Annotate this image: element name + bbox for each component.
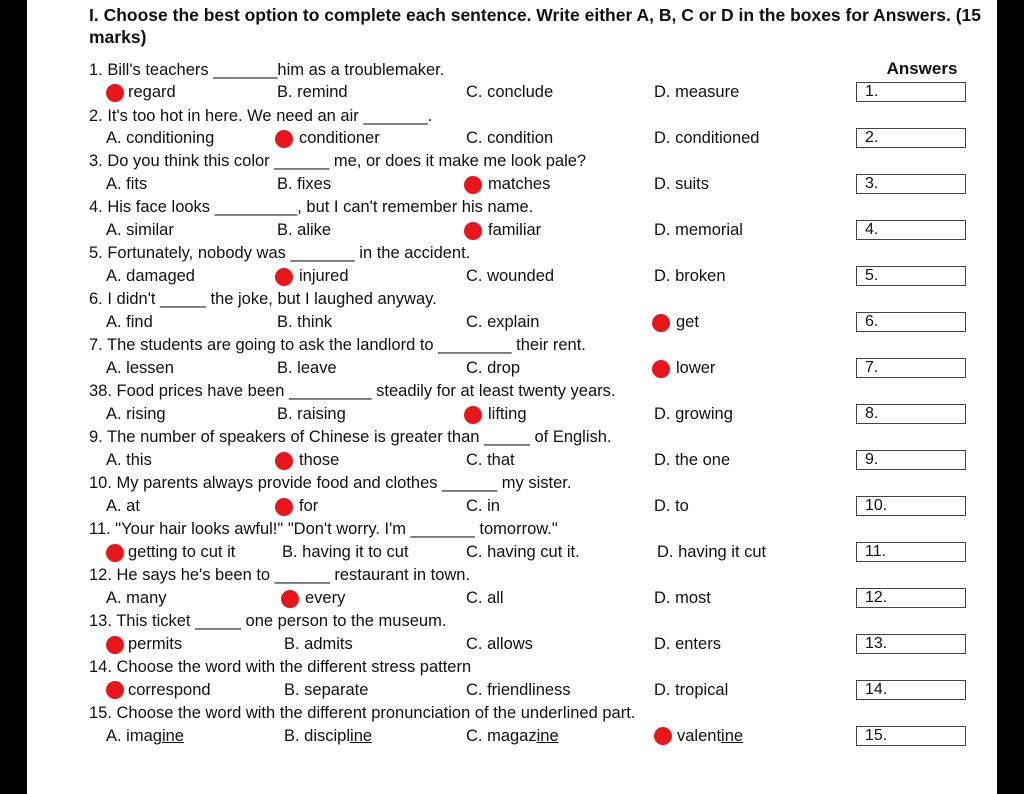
selected-mark-icon xyxy=(652,314,670,332)
selected-mark-icon xyxy=(106,544,124,562)
question-6: 6. I didn't _____ the joke, but I laughed anyway. xyxy=(89,290,437,308)
underlined-part: ine xyxy=(721,727,744,745)
option-b: B. admits xyxy=(284,635,353,653)
option-b: B. think xyxy=(277,313,333,331)
selected-mark-icon xyxy=(275,130,293,148)
option-b: B. having it to cut xyxy=(282,543,409,561)
underlined-part: ine xyxy=(350,727,373,745)
option-a: A. similar xyxy=(106,221,174,239)
option-b: B. separate xyxy=(284,681,369,699)
option-d: get xyxy=(676,313,699,331)
option-c: C. having cut it. xyxy=(466,543,580,561)
selected-mark-icon xyxy=(464,176,482,194)
option-c: C. drop xyxy=(466,359,521,377)
selected-mark-icon xyxy=(654,727,672,745)
option-d: D. enters xyxy=(654,635,721,653)
option-d: D. memorial xyxy=(654,221,743,239)
selected-mark-icon xyxy=(464,406,482,424)
option-c: C. in xyxy=(466,497,500,515)
option-a: getting to cut it xyxy=(128,543,236,561)
question-2: 2. It's too hot in here. We need an air _______. xyxy=(89,107,433,125)
underlined-part: ine xyxy=(536,727,559,745)
option-d: D. measure xyxy=(654,83,740,101)
option-c: C. condition xyxy=(466,129,554,147)
option-d-text: valent xyxy=(677,727,722,745)
question-3: 3. Do you think this color ______ me, or does it make me look pale? xyxy=(89,152,587,170)
option-b: B. leave xyxy=(277,359,337,377)
answer-box-2[interactable]: 2. xyxy=(856,128,966,148)
answer-box-8[interactable]: 8. xyxy=(856,404,966,424)
selected-mark-icon xyxy=(281,590,299,608)
answer-box-7[interactable]: 7. xyxy=(856,358,966,378)
question-10: 10. My parents always provide food and clothes ______ my sister. xyxy=(89,474,572,492)
selected-mark-icon xyxy=(275,268,293,286)
answer-box-10[interactable]: 10. xyxy=(856,496,966,516)
question-9: 9. The number of speakers of Chinese is greater than _____ of English. xyxy=(89,428,612,446)
option-c: C. that xyxy=(466,451,515,469)
selected-mark-icon xyxy=(652,360,670,378)
question-4: 4. His face looks _________, but I can't remember his name. xyxy=(89,198,534,216)
option-c: C. explain xyxy=(466,313,540,331)
option-b xyxy=(284,725,372,747)
option-d: D. most xyxy=(654,589,711,607)
option-c xyxy=(466,725,559,747)
option-a: A. rising xyxy=(106,405,166,423)
answer-box-13[interactable]: 13. xyxy=(856,634,966,654)
option-d: D. growing xyxy=(654,405,733,423)
question-7: 7. The students are going to ask the landlord to ________ their rent. xyxy=(89,336,586,354)
option-d: D. conditioned xyxy=(654,129,760,147)
selected-mark-icon xyxy=(106,681,124,699)
option-b-text: B. discipl xyxy=(284,727,351,745)
page-title: I. Choose the best option to complete each sentence. Write either A, B, C or D in the boxes for Answers. (15 marks) xyxy=(89,5,982,47)
selected-mark-icon xyxy=(275,452,293,470)
answer-box-11[interactable]: 11. xyxy=(856,542,966,562)
selected-mark-icon xyxy=(275,498,293,516)
answer-box-12[interactable]: 12. xyxy=(856,588,966,608)
answer-box-3[interactable]: 3. xyxy=(856,174,966,194)
answer-box-4[interactable]: 4. xyxy=(856,220,966,240)
answer-box-5[interactable]: 5. xyxy=(856,266,966,286)
option-b: those xyxy=(299,451,340,469)
option-b: B. alike xyxy=(277,221,332,239)
option-a: A. damaged xyxy=(106,267,195,285)
answer-box-9[interactable]: 9. xyxy=(856,450,966,470)
option-a-text: A. imag xyxy=(106,727,162,745)
selected-mark-icon xyxy=(464,222,482,240)
answer-box-6[interactable]: 6. xyxy=(856,312,966,332)
answer-box-14[interactable]: 14. xyxy=(856,680,966,700)
option-c: C. all xyxy=(466,589,504,607)
option-b: B. raising xyxy=(277,405,346,423)
selected-mark-icon xyxy=(106,84,124,102)
underlined-part: ine xyxy=(161,727,184,745)
option-b: for xyxy=(299,497,319,515)
question-1: 1. Bill's teachers _______him as a troublemaker. xyxy=(89,61,445,79)
option-c: C. conclude xyxy=(466,83,554,101)
option-d: D. to xyxy=(654,497,689,515)
question-12: 12. He says he's been to ______ restaurant in town. xyxy=(89,566,471,584)
question-11: 11. "Your hair looks awful!" "Don't worry. I'm _______ tomorrow." xyxy=(89,520,558,538)
option-c: lifting xyxy=(488,405,527,423)
question-13: 13. This ticket _____ one person to the museum. xyxy=(89,612,447,630)
option-b: B. remind xyxy=(277,83,348,101)
option-b: every xyxy=(305,589,346,607)
option-c: matches xyxy=(488,175,551,193)
option-b: injured xyxy=(299,267,349,285)
option-a: A. lessen xyxy=(106,359,174,377)
option-d xyxy=(677,725,743,747)
option-a: A. this xyxy=(106,451,152,469)
option-c: C. wounded xyxy=(466,267,555,285)
option-a: A. find xyxy=(106,313,153,331)
option-d: D. suits xyxy=(654,175,710,193)
option-c: C. allows xyxy=(466,635,533,653)
question-8: 38. Food prices have been _________ steadily for at least twenty years. xyxy=(89,382,616,400)
option-b: B. fixes xyxy=(277,175,332,193)
option-d: D. having it cut xyxy=(657,543,767,561)
option-c: familiar xyxy=(488,221,542,239)
option-d: D. the one xyxy=(654,451,731,469)
question-5: 5. Fortunately, nobody was _______ in the accident. xyxy=(89,244,471,262)
option-a: regard xyxy=(128,83,176,101)
option-d: D. broken xyxy=(654,267,726,285)
option-b: conditioner xyxy=(299,129,380,147)
option-c-text: C. magaz xyxy=(466,727,537,745)
option-a: A. conditioning xyxy=(106,129,215,147)
option-a: A. fits xyxy=(106,175,148,193)
answer-box-15[interactable]: 15. xyxy=(856,726,966,746)
worksheet-page xyxy=(27,0,997,794)
option-a: A. many xyxy=(106,589,167,607)
option-a: A. at xyxy=(106,497,140,515)
option-d: lower xyxy=(676,359,716,377)
option-a xyxy=(106,725,184,747)
option-a: correspond xyxy=(128,681,211,699)
option-d: D. tropical xyxy=(654,681,729,699)
answer-box-1[interactable]: 1. xyxy=(856,82,966,102)
selected-mark-icon xyxy=(106,636,124,654)
option-a: permits xyxy=(128,635,183,653)
option-c: C. friendliness xyxy=(466,681,571,699)
question-15: 15. Choose the word with the different pronunciation of the underlined part. xyxy=(89,704,636,722)
answers-column-header: Answers xyxy=(886,59,958,78)
question-14: 14. Choose the word with the different stress pattern xyxy=(89,658,472,676)
